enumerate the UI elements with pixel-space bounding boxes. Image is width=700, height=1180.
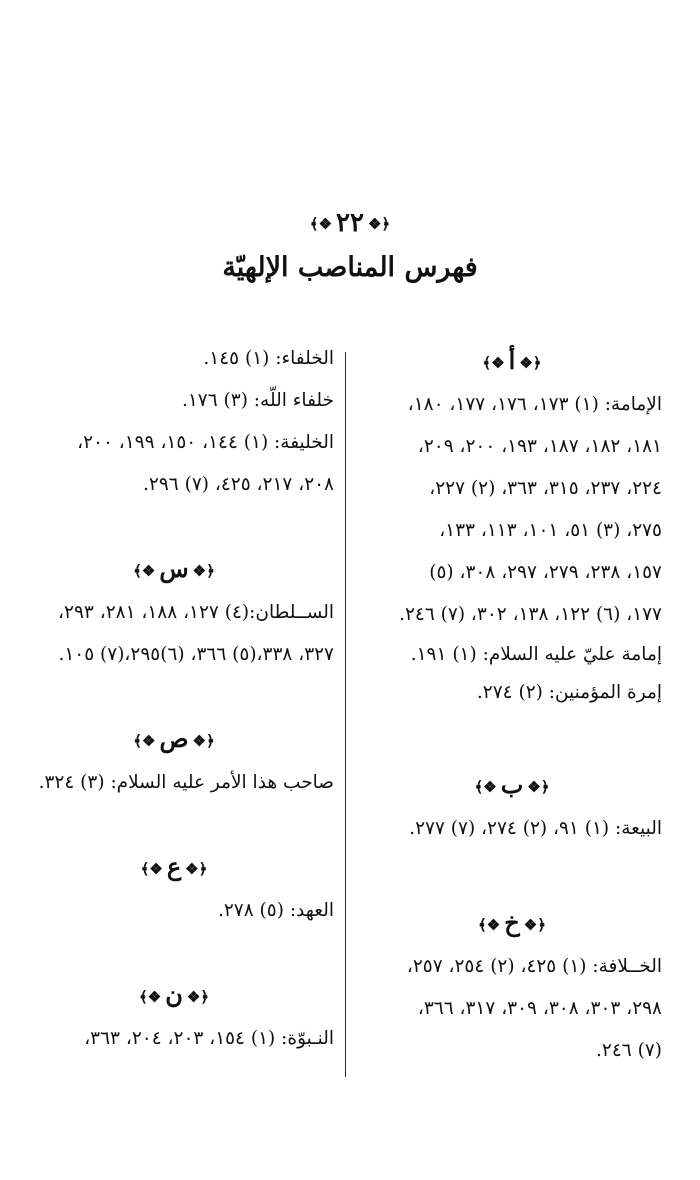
index-entry-line: الســلطان:(٤) ١٢٧، ١٨٨، ٢٨١، ٢٩٣،: [58, 602, 334, 623]
index-entry-line: ١٥٧، ٢٣٨، ٢٧٩، ٢٩٧، ٣٠٨، (٥): [429, 562, 662, 583]
ornament-bracket-icon: ﴿❖: [192, 561, 215, 580]
spacer: [14, 506, 334, 546]
section-letter: س: [159, 554, 189, 583]
ornament-bracket-icon: ❖﴾: [478, 915, 501, 934]
ornament-bracket-icon: ❖﴾: [138, 987, 162, 1006]
section-heading-ain: [14, 844, 334, 890]
column-divider: [345, 352, 346, 1077]
page-number: [0, 208, 700, 238]
index-entry-line: الإمامة: (١) ١٧٣، ١٧٦، ١٧٧، ١٨٠،: [407, 394, 662, 415]
ornament-bracket-icon: ﴿❖: [186, 987, 210, 1006]
section-heading-kha: [362, 900, 662, 946]
spacer: [14, 804, 334, 844]
page-number-text: ٢٢: [336, 208, 364, 238]
index-entry-line: ١٧٧، (٦) ١٢٢، ١٣٨، ٣٠٢، (٧) ٢٤٦.: [399, 604, 662, 625]
section-letter: ع: [166, 852, 182, 881]
ornament-bracket-icon: ﴿❖: [192, 731, 215, 750]
section-letter: ص: [159, 724, 189, 753]
index-entry-line: ٣٢٧، ٣٣٨،(٥) ٣٦٦، (٦)٢٩٥،(٧) ١٠٥.: [58, 644, 334, 665]
index-entry-line: ٢٩٨، ٣٠٣، ٣٠٨، ٣٠٩، ٣١٧، ٣٦٦،: [417, 998, 662, 1019]
index-entry-line: خلفاء اللّه: (٣) ١٧٦.: [181, 390, 334, 411]
spacer: [362, 850, 662, 900]
left-column: [14, 338, 334, 1060]
section-heading-nun: [14, 972, 334, 1018]
section-letter: ن: [165, 980, 183, 1009]
spacer: [362, 712, 662, 762]
index-entry-line: ٢٧٥، (٣) ٥١، ١٠١، ١١٣، ١٣٣،: [439, 520, 662, 541]
index-entry-line: إمرة المؤمنين: (٢) ٢٧٤.: [476, 682, 662, 703]
section-heading-sad: [14, 716, 334, 762]
index-entry-line: ٢٢٤، ٢٣٧، ٣١٥، ٣٦٣، (٢) ٢٢٧،: [429, 478, 662, 499]
index-entry-line: الخلفاء: (١) ١٤٥.: [203, 348, 334, 369]
ornament-bracket-icon: ﴿❖: [185, 859, 208, 878]
index-entry-line: العهد: (٥) ٢٧٨.: [217, 900, 334, 921]
section-heading-sin: [14, 546, 334, 592]
index-entry-line: (٧) ٢٤٦.: [596, 1040, 662, 1061]
spacer: [14, 932, 334, 972]
section-letter: أ: [508, 346, 516, 375]
section-letter: خ: [504, 908, 520, 937]
ornament-bracket-icon: ❖﴾: [482, 353, 505, 372]
index-entry-line: صاحب هذا الأمر عليه السلام: (٣) ٣٢٤.: [38, 772, 334, 793]
ornament-bracket-icon: ❖﴾: [474, 777, 497, 796]
ornament-bracket-icon: ﴿❖: [519, 353, 542, 372]
spacer: [14, 676, 334, 716]
index-entry-line: ١٨١، ١٨٢، ١٨٧، ١٩٣، ٢٠٠، ٢٠٩،: [417, 436, 662, 457]
index-entry-line: الخليفة: (١) ١٤٤، ١٥٠، ١٩٩، ٢٠٠،: [77, 432, 334, 453]
index-entry-line: ٢٠٨، ٢١٧، ٤٢٥، (٧) ٢٩٦.: [143, 474, 334, 495]
section-heading-alef: [362, 338, 662, 384]
index-entry-line: البيعة: (١) ٩١، (٢) ٢٧٤، (٧) ٢٧٧.: [409, 818, 662, 839]
section-heading-ba: [362, 762, 662, 808]
ornament-bracket-icon: ❖﴾: [133, 561, 156, 580]
index-entry-line: إمامة عليّ عليه السلام: (١) ١٩١.: [410, 644, 662, 665]
index-entry-line: الخــلافة: (١) ٤٢٥، (٢) ٢٥٤، ٢٥٧،: [406, 956, 662, 977]
ornament-bracket-icon: ﴿❖: [367, 215, 391, 233]
right-column: [362, 338, 662, 1072]
index-entry-line: النـبوّة: (١) ١٥٤، ٢٠٣، ٢٠٤، ٣٦٣،: [84, 1028, 334, 1049]
ornament-bracket-icon: ❖﴾: [133, 731, 156, 750]
ornament-bracket-icon: ﴿❖: [527, 777, 550, 796]
page-title: فهرس المناصب الإلهيّة: [222, 252, 478, 283]
ornament-bracket-icon: ❖﴾: [140, 859, 163, 878]
section-letter: ب: [500, 770, 524, 799]
ornament-bracket-icon: ﴿❖: [523, 915, 546, 934]
ornament-bracket-icon: ❖﴾: [309, 215, 333, 233]
